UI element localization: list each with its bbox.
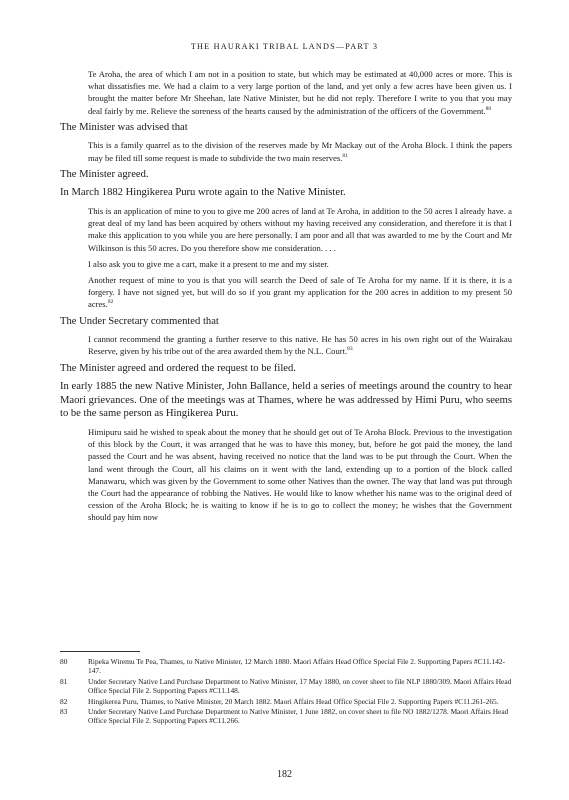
footnote-number: 82: [60, 696, 68, 706]
paragraph: The Minister was advised that: [60, 121, 188, 133]
footnotes: [60, 657, 512, 727]
footnote-number: 83: [60, 707, 68, 717]
footnote: [60, 657, 512, 676]
paragraph: The Minister agreed.: [60, 168, 149, 180]
footnote-text: Ripeka Wiremu Te Pea, Thames, to Native Minister, 12 March 1880. Maori Affairs Head Office Special File 2. Supporting Papers #C11.142-147.: [88, 657, 506, 676]
quote-text: I cannot recommend the granting a further reserve to this native. He has 50 acres in his own right out of the Wairakau Reserve, given by his tribe out of the area awarded them by the N.L. Court.: [88, 334, 512, 357]
footnote-ref[interactable]: 82: [107, 299, 114, 306]
quote-text: This is an application of mine to you to give me 200 acres of land at Te Aroha, in addition to the 50 acres I already have. a great deal of my land has been acquired by others without my having received any consideration, and therefore it is that I make this application to you while you are here personally. I am poor and all that was awarded to me by the Court and Mr Wilkinson is this 50 acres. Do you therefore show me consideration. . . .: [88, 206, 512, 253]
page-number: 182: [277, 769, 292, 780]
block-quote-4: [88, 333, 512, 357]
footnote-text: Under Secretary Native Land Purchase Department to Native Minister, 1 June 1882, on cover sheet to file NO 1882/1278. Maori Affairs Head Office Special File 2. Supporting Papers #C11.266.: [88, 707, 509, 726]
footnote: [60, 707, 512, 726]
footnote-rule: [60, 651, 140, 652]
body-text: [60, 68, 512, 528]
block-quote-1: [88, 68, 512, 117]
paragraph: The Minister agreed and ordered the request to be filed.: [60, 362, 296, 374]
quote-text: Te Aroha, the area of which I am not in a position to state, but which may be estimated at 40,000 acres or more. This is what dissatisfies me. We had a claim to a very large portion of the land, and yet only a few acres have been given us. I brought the matter before Mr Sheehan, late Native Minister, but he did not reply. Therefore I write to you that you may deal fairly by me. Relieve the soreness of the hearts caused by the administration of the officers of the Government.: [88, 69, 512, 116]
quote-text: Another request of mine to you is that you will search the Deed of sale of Te Aroha for my name. If it is there, it is a forgery. I have not signed yet, but will do so if you grant my application for the 200 acres in addition to my present 50 acres.: [88, 275, 512, 310]
paragraph: The Under Secretary commented that: [60, 315, 219, 327]
footnote-number: 80: [60, 657, 68, 666]
footnote-ref[interactable]: 83: [347, 346, 353, 353]
quote-text: This is a family quarrel as to the division of the reserves made by Mr Mackay out of the Aroha Block. I think the papers may be filed till some request is made to subdivide the two main reserves.: [88, 140, 512, 163]
quote-text: I also ask you to give me a cart, make it a present to me and my sister.: [88, 258, 329, 269]
footnote-text: Hingikerea Puru, Thames, to Native Minister, 20 March 1882. Maori Affairs Head Office Special File 2. Supporting Papers #C11.261-265.: [88, 696, 499, 706]
running-head: THE HAURAKI TRIBAL LANDS—PART 3: [190, 42, 379, 51]
footnote-ref[interactable]: 81: [342, 152, 348, 159]
footnote-number: 81: [60, 676, 68, 686]
paragraph: In early 1885 the new Native Minister, John Ballance, held a series of meetings around the country to hear Maori grievances. One of the meetings was at Thames, where he was addressed by Himi Puru, who seems to be the same person as Hingikerea Puru.: [60, 381, 512, 420]
footnote: [60, 697, 512, 706]
block-quote-3: [88, 205, 512, 311]
block-quote-2: [88, 139, 512, 163]
footnote-text: Under Secretary Native Land Purchase Department to Native Minister, 17 May 1880, on cover sheet to file NLP 1880/309. Maori Affairs Head Office Special File 2. Supporting Papers #C11.148.: [88, 676, 512, 696]
footnote: [60, 677, 512, 696]
paragraph: In March 1882 Hingikerea Puru wrote again to the Native Minister.: [60, 187, 346, 199]
quote-text: Himipuru said he wished to speak about the money that he should get out of Te Aroha Block. Previous to the investigation of this block by the Court, it was arranged that he was to have this money, but, before he got paid the money, the land passed the Court and he was absent, having received no notice that the land was to be put through the Court. When the land went through the Court, all his claims on it went with the land, extending up to a portion of the block called Manawaru, which was given by the Government to some other Natives than the owner. The way that land was put through the Court had the appearance of robbing the Natives. He would like to know whether his name was to the original deed of cession of the Aroha Block; he is waiting to know if he is to go to collect the money; he wishes that the Government should pay him now: [88, 427, 512, 523]
block-quote-5: [88, 426, 512, 524]
footnote-ref[interactable]: 80: [485, 105, 492, 112]
